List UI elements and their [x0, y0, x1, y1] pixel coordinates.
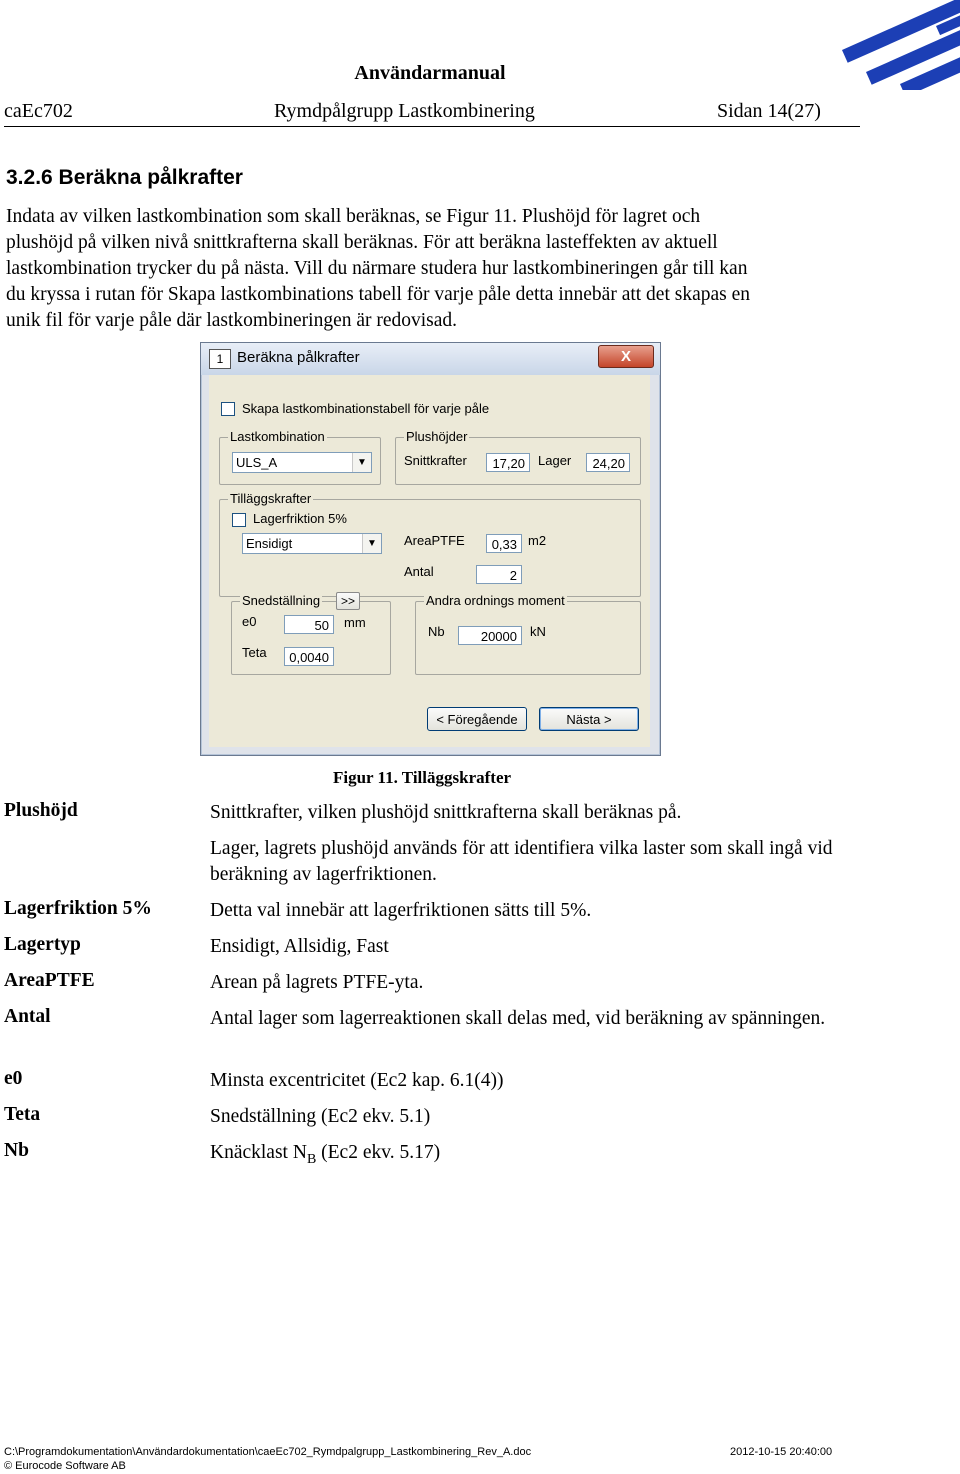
desc-nb-main: Knäcklast N: [210, 1142, 307, 1163]
desc-lagertyp: Ensidigt, Allsidig, Fast: [210, 936, 389, 957]
lastkombination-group: [219, 429, 381, 485]
lastkombination-value: ULS_A: [236, 455, 278, 470]
footer-timestamp: 2012-10-15 20:40:00: [730, 1446, 833, 1458]
term-lagertyp: Lagertyp: [4, 934, 81, 955]
tillaggskrafter-group: [219, 491, 641, 597]
lager-label: Lager: [538, 453, 572, 468]
term-antal: Antal: [4, 1006, 51, 1027]
desc-teta: Snedställning (Ec2 ekv. 5.1): [210, 1106, 431, 1127]
desc-plushojd: Snittkrafter, vilken plushöjd snittkrafterna skall beräknas på.: [210, 802, 682, 823]
snedstallning-expand-button[interactable]: >>: [336, 592, 360, 610]
desc-lager: Lager, lagrets plushöjd används för att identifiera vilka laster som skall ingå vid beräkning av lagerfriktionen.: [210, 838, 833, 885]
nb-label: Nb: [428, 624, 445, 639]
snedstallning-group-label: Snedställning: [242, 593, 321, 608]
footer-copyright: © Eurocode Software AB: [4, 1460, 126, 1472]
e0-input[interactable]: 50: [284, 615, 334, 634]
desc-lagerfriktion: Detta val innebär att lagerfriktionen sätts till 5%.: [210, 900, 592, 921]
doc-title: Användarmanual: [354, 62, 506, 84]
teta-input[interactable]: 0,0040: [284, 647, 334, 666]
e0-label: e0: [242, 614, 257, 629]
lagerfriktion-label: Lagerfriktion 5%: [253, 511, 347, 526]
para-line: du kryssa i rutan för Skapa lastkombinations tabell för varje påle detta innebär att det skapas en: [6, 284, 751, 305]
desc-e0: Minsta excentricitet (Ec2 kap. 6.1(4)): [210, 1070, 504, 1091]
dialog-title: Beräkna pålkrafter: [237, 349, 360, 366]
chevron-down-icon[interactable]: ▼: [352, 453, 371, 472]
footer-path: C:\Programdokumentation\Användardokumentation\caeEc702_Rymdpalgrupp_Lastkombinering_Rev_A.doc: [4, 1446, 532, 1458]
antal-input[interactable]: 2: [476, 565, 522, 584]
term-e0: e0: [4, 1068, 23, 1089]
andra-ordnings-group: [415, 593, 641, 675]
desc-areaptfe: Arean på lagrets PTFE-yta.: [210, 972, 424, 993]
header-center: Rymdpålgrupp Lastkombinering: [274, 100, 535, 122]
dialog-titlebar: [201, 343, 660, 375]
desc-nb-sub: B: [306, 1151, 317, 1167]
section-heading: 3.2.6 Beräkna pålkrafter: [6, 166, 243, 189]
nb-input[interactable]: 20000: [458, 626, 522, 645]
term-areaptfe: AreaPTFE: [4, 970, 95, 991]
snittkrafter-input[interactable]: 17,20: [486, 453, 530, 472]
areaptfe-label: AreaPTFE: [404, 533, 465, 548]
previous-button[interactable]: < Föregående: [427, 707, 527, 731]
teta-label: Teta: [242, 645, 267, 660]
term-plushojd: Plushöjd: [4, 800, 78, 821]
create-table-label: Skapa lastkombinationstabell för varje påle: [242, 401, 490, 416]
lagertyp-select[interactable]: [242, 533, 382, 554]
lager-input[interactable]: 24,20: [586, 453, 630, 472]
areaptfe-input[interactable]: 0,33: [486, 534, 522, 553]
areaptfe-unit: m2: [528, 533, 547, 548]
create-table-checkbox[interactable]: [221, 402, 235, 416]
para-line: Indata av vilken lastkombination som skall beräknas, se Figur 11. Plushöjd för lagret och: [6, 206, 701, 227]
term-lagerfriktion: Lagerfriktion 5%: [4, 898, 152, 919]
desc-nb-after: (Ec2 ekv. 5.17): [316, 1142, 441, 1163]
para-line: lastkombination trycker du på nästa. Vill du närmare studera hur lastkombineringen går till kan: [6, 258, 748, 279]
figure-caption: Figur 11. Tilläggskrafter: [333, 768, 512, 787]
header-page: Sidan 14(27): [717, 100, 821, 122]
para-line: unik fil för varje påle där lastkombineringen är redovisad.: [6, 310, 458, 331]
dialog-client: [209, 375, 650, 747]
term-teta: Teta: [4, 1104, 41, 1125]
term-nb: Nb: [4, 1140, 29, 1161]
tillaggskrafter-group-label: Tilläggskrafter: [230, 491, 312, 506]
plushojder-group-label: Plushöjder: [406, 429, 468, 444]
andra-ordnings-group-label: Andra ordnings moment: [426, 593, 565, 608]
lagerfriktion-checkbox[interactable]: [232, 513, 246, 527]
para-line: plushöjd på vilken nivå snittkrafterna skall beräknas. För att beräkna lasteffekten av aktuell: [6, 232, 718, 253]
snittkrafter-label: Snittkrafter: [404, 453, 467, 468]
header-rule: [4, 126, 860, 127]
next-button[interactable]: Nästa >: [539, 707, 639, 731]
nb-unit: kN: [530, 624, 546, 639]
app-icon: 1: [209, 349, 231, 369]
chevron-down-icon[interactable]: ▼: [362, 534, 381, 553]
section-paragraph: [6, 204, 856, 334]
lastkombination-group-label: Lastkombination: [230, 429, 325, 444]
berakna-dialog: [200, 342, 661, 756]
snedstallning-group: [231, 593, 391, 675]
e0-unit: mm: [344, 615, 366, 630]
antal-label: Antal: [404, 564, 434, 579]
lagertyp-value: Ensidigt: [246, 536, 293, 551]
close-button[interactable]: X: [598, 345, 654, 368]
plushojder-group: [395, 429, 641, 485]
desc-antal: Antal lager som lagerreaktionen skall delas med, vid beräkning av spänningen.: [210, 1008, 826, 1029]
desc-nb: [210, 1140, 850, 1173]
header-left: caEc702: [4, 100, 73, 122]
lastkombination-select[interactable]: [232, 452, 372, 473]
